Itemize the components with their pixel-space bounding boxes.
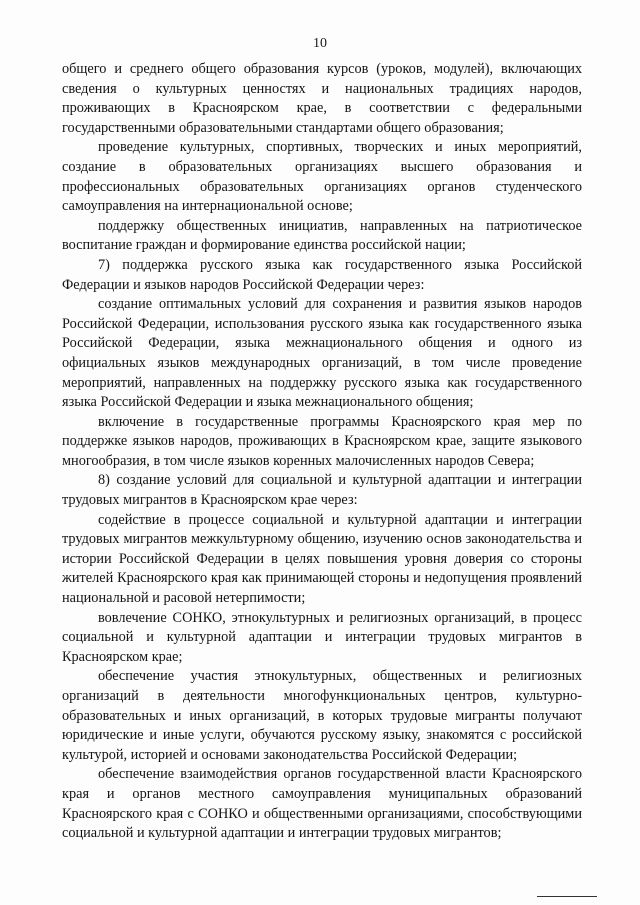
paragraph-4: 7) поддержка русского языка как государственного языка Российской Федерации и языков народов Российской Федерации через: bbox=[62, 256, 582, 293]
paragraph-2: проведение культурных, спортивных, творческих и иных мероприятий, создание в образовательных организациях высшего образования и профессиональных образовательных организациях органов студенческого самоуправления на интернациональной основе; bbox=[62, 139, 582, 215]
paragraph-8: содействие в процессе социальной и культурной адаптации и интеграции трудовых мигрантов межкультурному общению, изучению основ законодательства и истории Российской Федерации в целях повышения уровня доверия со стороны жителей Красноярского края как принимающей стороны и недопущения проявлений национальной и расовой нетерпимости; bbox=[62, 511, 582, 607]
scan-edge-line bbox=[537, 896, 597, 897]
paragraph-3: поддержку общественных инициатив, направленных на патриотическое воспитание граждан и формирование единства российской нации; bbox=[62, 217, 582, 254]
paragraph-5: создание оптимальных условий для сохранения и развития языков народов Российской Федерации, использования русского языка как государственного языка Российской Федерации, языка межнационального общения и одного из официальных языков международных организаций, в том числе проведение мероприятий, направленных на поддержку русского языка как государственного языка Российской Федерации и языка межнационального общения; bbox=[62, 296, 582, 411]
paragraph-6: включение в государственные программы Красноярского края мер по поддержке языков народов, проживающих в Красноярском крае, защите языкового многообразия, в том числе языков коренных малочисленных народов Севера; bbox=[62, 413, 582, 469]
document-body bbox=[62, 60, 582, 844]
paragraph-10: обеспечение участия этнокультурных, общественных и религиозных организаций в деятельности многофункциональных центров, культурно-образовательных и иных организаций, в которых трудовые мигранты получают юридические и иные услуги, обучаются русскому языку, знакомятся с российской культурой, историей и основами законодательства Российской Федерации; bbox=[62, 668, 582, 763]
paragraph-1: общего и среднего общего образования курсов (уроков, модулей), включающих сведения о культурных ценностях и национальных традициях народов, проживающих в Красноярском крае, в соответствии с федеральными государственными образовательными стандартами общего образования; bbox=[62, 61, 582, 136]
paragraph-11: обеспечение взаимодействия органов государственной власти Красноярского края и органов местного самоуправления муниципальных образований Красноярского края с СОНКО и общественными организациями, способствующими социальной и культурной адаптации и интеграции трудовых мигрантов; bbox=[62, 766, 582, 842]
page-number: 10 bbox=[313, 36, 327, 51]
paragraph-7: 8) создание условий для социальной и культурной адаптации и интеграции трудовых мигрантов в Красноярском крае через: bbox=[62, 472, 582, 509]
paragraph-9: вовлечение СОНКО, этнокультурных и религиозных организаций, в процесс социальной и культурной адаптации и интеграции трудовых мигрантов в Красноярском крае; bbox=[62, 609, 582, 665]
